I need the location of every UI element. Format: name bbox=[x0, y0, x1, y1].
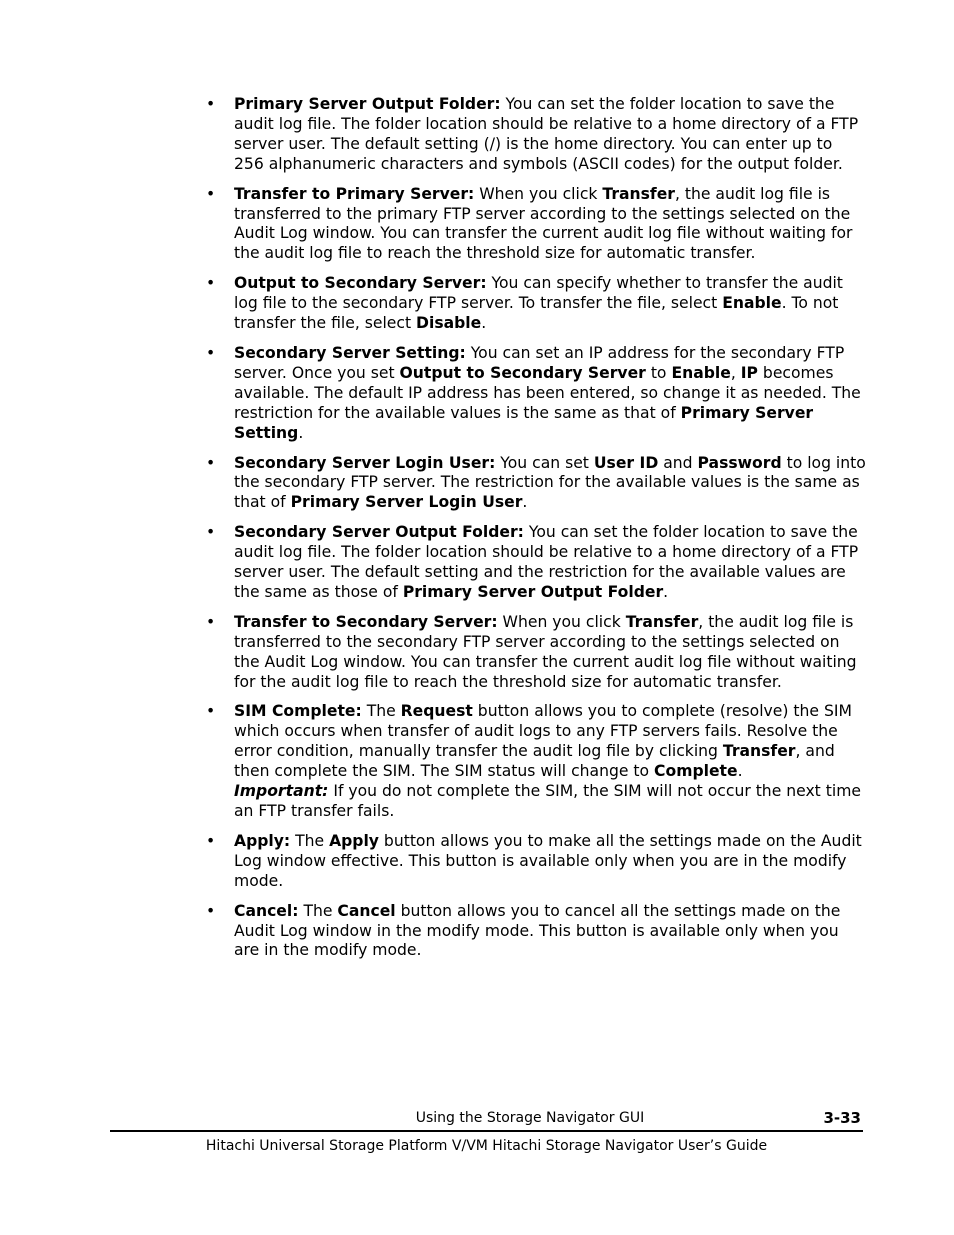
bullet-text bbox=[234, 523, 866, 603]
bullet-text bbox=[234, 454, 866, 514]
text-run: You can set the folder location to save the audit log file. The folder location should be relative to a home directory of a FTP server user. The default setting and the restriction for the available values are the same as those of bbox=[234, 523, 859, 601]
bold-term: IP bbox=[740, 363, 758, 382]
text-run: The bbox=[298, 901, 338, 920]
text-run: . bbox=[737, 762, 743, 781]
bold-term: Disable bbox=[416, 314, 482, 333]
text-run: , the audit log file is transferred to the secondary FTP server according to the settings selected on the Audit Log window. You can transfer the current audit log file without waiting for the audit log file to reach the threshold size for automatic transfer. bbox=[234, 612, 857, 691]
text-run: . To not transfer the file, select bbox=[234, 294, 839, 333]
text-run: . bbox=[663, 582, 669, 601]
bold-term: Secondary Server Setting: bbox=[234, 343, 466, 362]
text-run: The bbox=[290, 831, 330, 850]
bold-term: Transfer bbox=[602, 184, 675, 203]
bold-term: Secondary Server Login User: bbox=[234, 453, 496, 472]
page-number: 3-33 bbox=[823, 1109, 861, 1127]
bullet-item bbox=[206, 454, 866, 514]
text-run: The bbox=[361, 702, 401, 721]
text-run: , and then complete the SIM. The SIM status will change to bbox=[234, 742, 835, 781]
text-run: and bbox=[658, 453, 698, 472]
bullet-text bbox=[234, 185, 866, 265]
bold-term: Primary Server Setting bbox=[234, 403, 814, 442]
bullet-item bbox=[206, 274, 866, 334]
bold-term: Primary Server Login User bbox=[290, 493, 523, 512]
text-run: If you do not complete the SIM, the SIM will not occur the next time an FTP transfer fails. bbox=[234, 782, 861, 820]
bold-term: Output to Secondary Server: bbox=[234, 274, 487, 293]
text-run: button allows you to make all the settings made on the Audit Log window effective. This button is available only when you are in the modify mode. bbox=[234, 831, 862, 890]
bold-term: Transfer bbox=[625, 612, 699, 631]
bullet-item bbox=[206, 185, 866, 265]
footer-divider bbox=[110, 1130, 863, 1132]
bullet-icon: • bbox=[206, 184, 216, 203]
bullet-icon: • bbox=[206, 702, 216, 721]
text-run: , the audit log file is transferred to the primary FTP server according to the settings selected on the Audit Log window. You can transfer the current audit log file without waiting for the audit log file to reach the threshold size for automatic transfer. bbox=[234, 184, 853, 263]
bold-term: Output to Secondary Server bbox=[399, 363, 646, 382]
bullet-text bbox=[234, 344, 866, 444]
bullet-text bbox=[234, 902, 866, 962]
bold-term: Complete bbox=[654, 762, 738, 781]
bold-term: SIM Complete: bbox=[234, 702, 362, 721]
text-run: . bbox=[522, 493, 528, 512]
bold-term: Enable bbox=[722, 294, 782, 313]
document-body bbox=[206, 95, 866, 971]
text-run: , bbox=[730, 363, 741, 382]
bold-term: Apply bbox=[329, 831, 379, 850]
footer-section-title: Using the Storage Navigator GUI bbox=[415, 1110, 645, 1126]
bold-term: Enable bbox=[671, 363, 731, 382]
text-run: When you click bbox=[474, 184, 603, 203]
bullet-icon: • bbox=[206, 453, 216, 472]
bold-term: Transfer to Secondary Server: bbox=[234, 612, 498, 631]
bold-term: Apply: bbox=[234, 831, 291, 850]
bullet-icon: • bbox=[206, 901, 216, 920]
text-run: button allows you to cancel all the settings made on the Audit Log window in the modify mode. This button is available only when you are in the modify mode. bbox=[234, 901, 841, 960]
page-footer bbox=[110, 1108, 863, 1128]
bullet-icon: • bbox=[206, 343, 216, 362]
bullet-item bbox=[206, 344, 866, 444]
bold-term: Cancel: bbox=[234, 901, 299, 920]
bold-term: Secondary Server Output Folder: bbox=[234, 523, 524, 542]
bullet-icon: • bbox=[206, 831, 216, 850]
bullet-icon: • bbox=[206, 95, 216, 113]
bullet-text bbox=[234, 274, 866, 334]
text-run: You can set bbox=[495, 453, 594, 472]
bullet-text bbox=[234, 702, 866, 821]
text-run: . bbox=[481, 314, 487, 333]
bullet-item bbox=[206, 902, 866, 962]
bullet-icon: • bbox=[206, 274, 216, 293]
bullet-icon: • bbox=[206, 612, 216, 631]
text-run: to log into the secondary FTP server. The restriction for the available values is the same as that of bbox=[234, 453, 866, 512]
text-run: You can specify whether to transfer the audit log file to the secondary FTP server. To transfer the file, select bbox=[234, 274, 843, 313]
bold-term: Password bbox=[697, 453, 782, 472]
text-run: . bbox=[298, 423, 304, 442]
text-run: When you click bbox=[497, 612, 626, 631]
emphasis-term: Important: bbox=[234, 782, 329, 801]
bullet-item bbox=[206, 95, 866, 175]
bullet-item bbox=[206, 613, 866, 693]
bullet-item bbox=[206, 832, 866, 892]
bold-term: User ID bbox=[593, 453, 659, 472]
bold-term: Primary Server Output Folder: bbox=[234, 95, 501, 113]
bold-term: Transfer to Primary Server: bbox=[234, 184, 475, 203]
bullet-item bbox=[206, 523, 866, 603]
footer-book-title: Hitachi Universal Storage Platform V/VM Hitachi Storage Navigator User’s Guide bbox=[205, 1138, 768, 1154]
bullet-text bbox=[234, 613, 866, 693]
text-run: to bbox=[645, 363, 672, 382]
text-run: becomes available. The default IP address has been entered, so change it as needed. The restriction for the available values is the same as that of bbox=[234, 363, 861, 422]
bullet-item bbox=[206, 702, 866, 821]
bullet-text bbox=[234, 832, 866, 892]
bullet-text bbox=[234, 95, 866, 175]
bullet-icon: • bbox=[206, 523, 216, 542]
bold-term: Request bbox=[400, 702, 473, 721]
text-run: button allows you to complete (resolve) the SIM which occurs when transfer of audit logs to any FTP servers fails. Resolve the error condition, manually transfer the audit log file by clicking bbox=[234, 702, 852, 761]
text-run: You can set the folder location to save the audit log file. The folder location should be relative to a home directory of a FTP server user. The default setting (/) is the home directory. You can enter up to 256 alphanumeric characters and symbols (ASCII codes) for the output folder. bbox=[234, 95, 859, 173]
text-run: You can set an IP address for the secondary FTP server. Once you set bbox=[234, 343, 845, 382]
bold-term: Primary Server Output Folder bbox=[402, 582, 664, 601]
bold-term: Cancel bbox=[337, 901, 396, 920]
bold-term: Transfer bbox=[722, 742, 796, 761]
